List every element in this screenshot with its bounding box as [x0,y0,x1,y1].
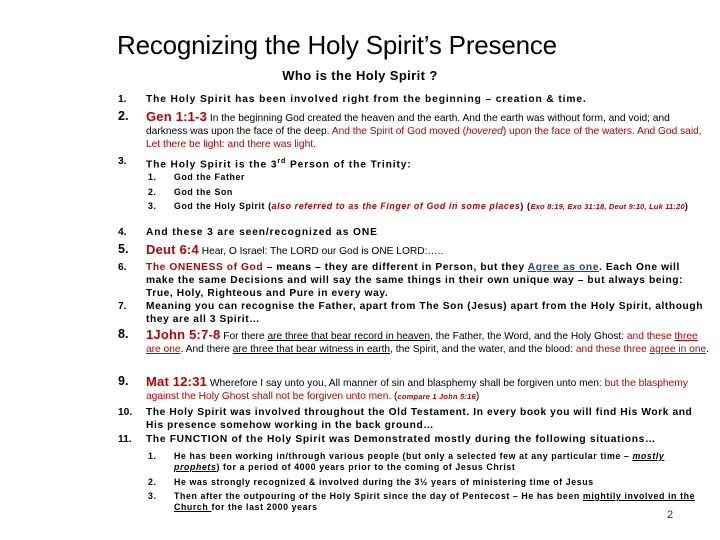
verse-text: For there [220,331,268,342]
sub-highlight: also referred to as the Finger of God in some places [271,201,521,211]
item-number: 2. [118,109,129,123]
scripture-ref: Deut 6:4 [146,242,199,257]
item-text: The Holy Spirit was involved throughout the Old Testament. In every book you will find His Work and His presence somehow working in the back ground… [146,407,693,431]
sub-text: for the last 2000 years [211,502,318,512]
list-item-1 [118,93,710,106]
item-text: The Holy Spirit has been involved right from the beginning – creation & time. [146,94,587,105]
trinity-item-1 [148,172,710,183]
sub-number: 3. [148,201,157,211]
verse-underline: are three that bear witness in earth [232,344,391,355]
subtitle: Who is the Holy Spirit ? [282,68,438,83]
item-text: . Each One will make the same Decisions and will say the same things in their own unique way – but always being: True, Holy, Righteous and Pure in every way. [146,262,684,299]
situation-item-3 [148,491,710,513]
verse-highlight: And God said, Let there be light: and there was light. [146,126,702,150]
list-item-11 [118,433,710,446]
item-text: The Holy Spirit is the 3 [146,159,278,171]
page-title: Recognizing the Holy Spirit’s Presence [117,30,557,60]
scripture-ref: 1John 5:7-8 [146,327,221,342]
item-number: 5. [118,242,129,256]
sub-text: God the Father [174,172,245,182]
verse-text: , the Spirit, and the water, and the blood: [390,344,576,355]
list-item-9 [118,375,710,403]
sub-underline: mostly prophets [174,451,665,472]
trinity-item-3 [148,201,710,212]
item-text: Person of the Trinity: [286,159,412,171]
verse-highlight: ) upon the face of the waters. [502,126,635,137]
list-item-7 [118,300,710,326]
list-item-2 [118,110,710,151]
item-number: 1. [118,94,127,105]
verse-highlight: And the Spirit of God moved ( [331,126,466,137]
verse-highlight: and these three [575,344,650,355]
sub-text: ) [684,201,689,211]
sub-number: 1. [148,451,157,461]
sub-underline: mightily involved in the Church [174,491,696,512]
item-number: 9. [118,374,129,388]
item-number: 11. [118,434,132,445]
sub-text: He was strongly recognized & involved during the 3½ years of ministering time of Jesus [174,477,594,487]
list-item-6 [118,261,710,300]
verse-compare: compare 1 John 5:16 [397,392,476,401]
list-item-10 [118,406,710,432]
sub-text: He has been working in/through various people (but only a selected few at any particular time – [174,451,633,461]
list-item-4 [118,226,710,239]
sub-text: ) for a period of 4000 years prior to the coming of Jesus Christ [216,462,516,472]
verse-text: Hear, O Israel: The LORD our God is ONE LORD:….. [198,246,444,257]
sub-text: Then after the outpouring of the Holy Spirit since the day of Pentecost – He has been [174,491,583,501]
sub-number: 1. [148,172,157,182]
situation-item-2 [148,477,710,488]
sub-text: God the Holy Spirit ( [174,201,272,211]
sub-number: 3. [148,491,157,501]
verse-text: In the beginning God created the heaven and the earth. And the earth was without form, and void; and darkness was upon the face of the deep. [146,113,670,137]
verse-highlight: agree in one [649,344,707,355]
sub-text: ) ( [520,201,531,211]
item-number: 3. [118,156,127,167]
sub-number: 2. [148,187,157,197]
verse-text: ) [475,391,480,402]
item-underline: Agree as one [527,262,599,273]
sub-number: 2. [148,477,157,487]
trinity-item-2 [148,187,710,198]
item-text: – means – they are different in Person, but they [263,262,528,273]
verse-text: . And there [180,344,233,355]
verse-highlight: three are one [146,331,698,355]
sub-refs: Exo 8:19, Exo 31:18, Deut 9:10, Luk 11:20 [530,202,685,211]
sub-text: God the Son [174,187,233,197]
page-number: 2 [667,509,674,521]
item-text: And these 3 are seen/recognized as ONE [146,227,378,238]
superscript: rd [277,158,287,165]
list-item-3 [118,155,710,171]
item-highlight: The ONENESS of God [146,262,264,273]
item-text: Meaning you can recognise the Father, apart from The Son (Jesus) apart from the Holy Spirit, although they are all 3 Spirit… [146,301,704,325]
verse-highlight: and these [626,331,675,342]
verse-underline: are three that bear record in heaven [267,331,430,342]
list-item-8 [118,328,710,356]
item-number: 8. [118,327,129,341]
scripture-ref: Mat 12:31 [146,374,208,389]
item-number: 10. [118,407,133,418]
verse-highlight: but the blasphemy against the Holy Ghost shall not be forgiven unto men. [146,378,688,402]
item-text: The FUNCTION of the Holy Spirit was Demonstrated mostly during the following situations… [146,434,656,445]
item-number: 4. [118,227,127,238]
verse-text: , the Father, the Word, and the Holy Ghost: [430,331,627,342]
situation-item-1 [148,451,710,473]
item-number: 7. [118,301,127,312]
verse-text: ( [391,391,398,402]
item-number: 6. [118,262,127,273]
verse-italic: hovered [466,126,503,137]
verse-text: . [706,344,710,355]
list-item-5 [118,243,710,258]
verse-text: Wherefore I say unto you, All manner of sin and blasphemy shall be forgiven unto men: [207,378,605,389]
scripture-ref: Gen 1:1-3 [146,109,208,124]
